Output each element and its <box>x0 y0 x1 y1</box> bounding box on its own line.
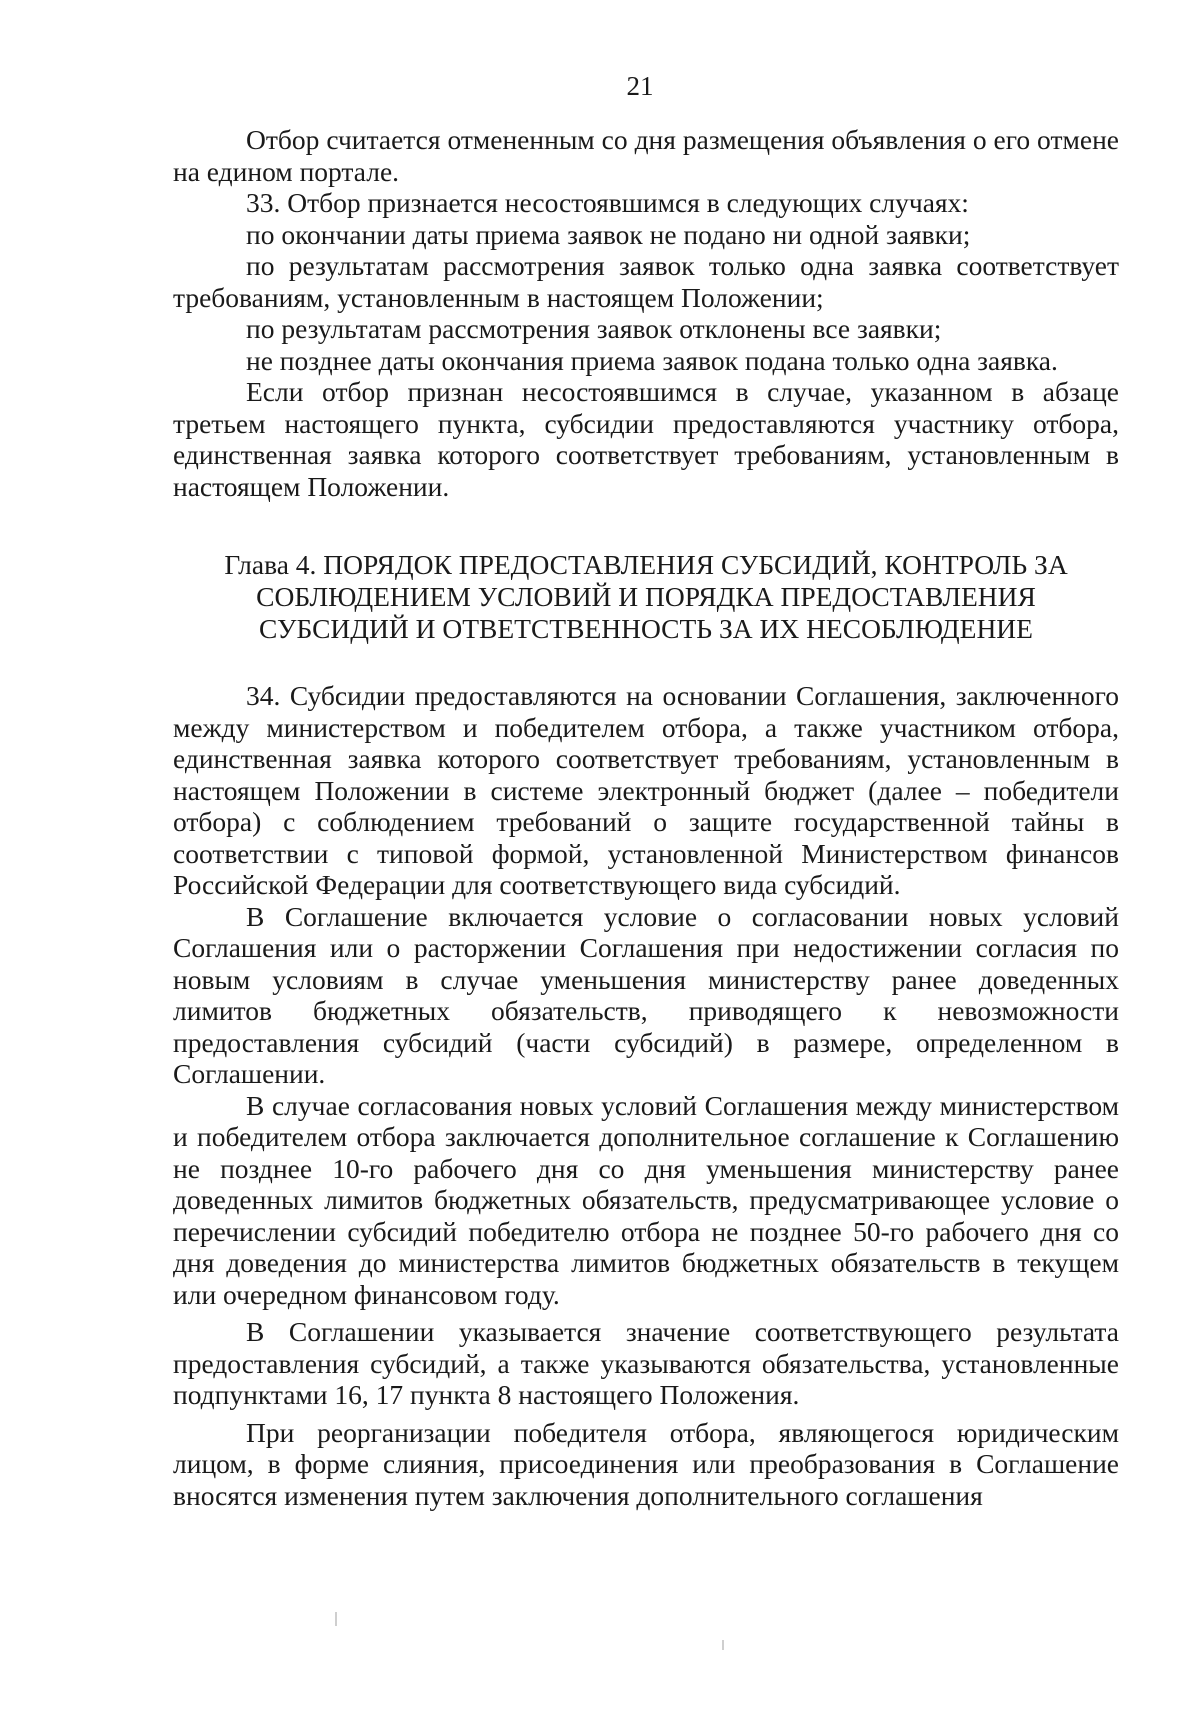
paragraph: В Соглашение включается условие о согласовании новых условий Соглашения или о расторжении Соглашения при недостижении согласия по новым условиям в случае уменьшения министерству ранее доведенных лимитов бюджетных обязательств, приводящего к невозможности предоставления субсидий (части субсидий) в размере, определенном в Соглашении. <box>173 900 1119 1089</box>
section-34-text <box>173 680 1119 1511</box>
paragraph: В случае согласования новых условий Соглашения между министерством и победителем отбора заключается дополнительное соглашение к Соглашению не позднее 10-го рабочего дня со дня уменьшения министерству ранее доведенных лимитов бюджетных обязательств, предусматривающее условие о перечислении субсидий победителю отбора не позднее 50-го рабочего дня со дня доведения до министерства лимитов бюджетных обязательств в текущем или очередном финансовом году. <box>173 1089 1119 1310</box>
scan-speck <box>335 1612 337 1626</box>
paragraph: не позднее даты окончания приема заявок подана только одна заявка. <box>246 344 1058 376</box>
paragraph: 33. Отбор признается несостоявшимся в следующих случаях: <box>246 187 969 218</box>
chapter-title-line: Глава 4. ПОРЯДОК ПРЕДОСТАВЛЕНИЯ СУБСИДИЙ, КОНТРОЛЬ ЗА <box>224 549 1068 580</box>
page-number: 21 <box>626 71 654 101</box>
paragraph: по результатам рассмотрения заявок только одна заявка соответствует требованиям, установленным в настоящем Положении; <box>173 250 1119 313</box>
scan-speck <box>722 1640 724 1650</box>
paragraph: по результатам рассмотрения заявок отклонены все заявки; <box>246 313 942 344</box>
chapter-title-line: СОБЛЮДЕНИЕМ УСЛОВИЙ И ПОРЯДКА ПРЕДОСТАВЛЕНИЯ <box>256 581 1036 612</box>
section-33-text <box>173 124 1119 502</box>
paragraph: по окончании даты приема заявок не подано ни одной заявки; <box>246 218 971 250</box>
chapter-title-line: СУБСИДИЙ И ОТВЕТСТВЕННОСТЬ ЗА ИХ НЕСОБЛЮДЕНИЕ <box>259 613 1033 644</box>
paragraph: При реорганизации победителя отбора, являющегося юридическим лицом, в форме слияния, присоединения или преобразования в Соглашение вносятся изменения путем заключения дополнительного соглашения <box>173 1416 1119 1511</box>
paragraph: В Соглашении указывается значение соответствующего результата предоставления субсидий, а также указываются обязательства, установленные подпунктами 16, 17 пункта 8 настоящего Положения. <box>173 1316 1119 1410</box>
paragraph: 34. Субсидии предоставляются на основании Соглашения, заключенного между министерством и победителем отбора, а также участником отбора, единственная заявка которого соответствует требованиям, установленным в настоящем Положении в системе электронный бюджет (далее – победители отбора) с соблюдением требований о защите государственной тайны в соответствии с типовой формой, установленной Министерством финансов Российской Федерации для соответствующего вида субсидий. <box>173 680 1119 900</box>
chapter-title <box>173 549 1119 645</box>
paragraph: Если отбор признан несостоявшимся в случае, указанном в абзаце третьем настоящего пункта, субсидии предоставляются участнику отбора, единственная заявка которого соответствует требованиям, установленным в настоящем Положении. <box>173 376 1119 502</box>
paragraph: Отбор считается отмененным со дня размещения объявления о его отмене на едином портале. <box>173 124 1119 187</box>
